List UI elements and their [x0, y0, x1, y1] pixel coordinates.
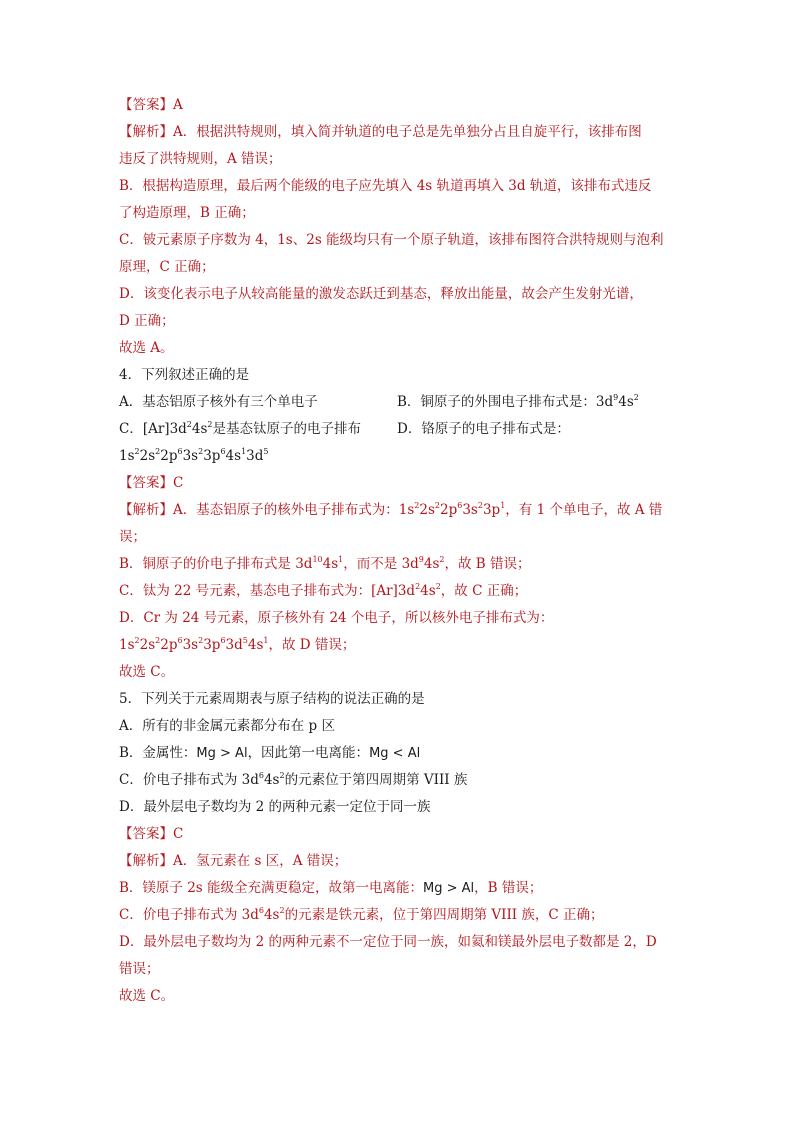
q3-conclusion: 故选 A。 [119, 340, 174, 356]
q3-analysis-line: 违反了洪特规则，A 错误； [119, 151, 282, 167]
q4-conclusion: 故选 C。 [119, 664, 175, 680]
q5-option-b: B．金属性：Mg > Al，因此第一电离能：Mg < Al [119, 745, 421, 761]
q5-option-c: C．价电子排布式为 $3d^64s^2$的元素位于第四周期第 VIII 族 [119, 771, 468, 788]
q5-analysis-c: C．价电子排布式为 $3d^64s^2$的元素是铁元素，位于第四周期第 VIII 族，C 正确； [119, 906, 604, 923]
q4-options-row-2 [119, 416, 679, 443]
electron-configuration: $3d^{10}4s^1$ [295, 555, 344, 572]
q4-option-b: B．铜原子的外围电子排布式是：$3d^94s^2$ [397, 393, 639, 410]
q4-analysis-d: D．Cr 为 24 号元素，原子核外有 24 个电子，所以核外电子排布式为： [119, 610, 554, 626]
q4-option-a: A．基态铝原子核外有三个单电子 [119, 394, 318, 410]
q3-analysis-line: D．该变化表示电子从较高能量的激发态跃迁到基态，释放出能量，故会产生发射光谱， [119, 286, 643, 302]
q5-analysis-b: B．镁原子 2s 能级全充满更稳定，故第一电离能：Mg > Al，B 错误； [119, 880, 543, 896]
q5-analysis-a: 【解析】A．氢元素在 s 区，A 错误； [119, 853, 348, 869]
q5-analysis-d: D．最外层电子数均为 2 的两种元素不一定位于同一族，如氦和镁最外层电子数都是 2，D [119, 934, 657, 950]
q5-stem: 5．下列关于元素周期表与原子结构的说法正确的是 [119, 691, 425, 707]
q4-analysis-b: B．铜原子的价电子排布式是 $3d^{10}4s^1$，而不是 $3d^94s^2$，故 B 错误； [119, 555, 531, 572]
q3-analysis-line: 【解析】A．根据洪特规则，填入简并轨道的电子总是先单独分占且自旋平行，该排布图 [119, 124, 642, 140]
electron-configuration: $3d^94s^2$ [401, 555, 445, 572]
q4-analysis-a: 【解析】A．基态铝原子的核外电子排布式为：$1s^22s^22p^63s^23p^1$，有 1 个单电子，故 A 错 [119, 501, 663, 518]
q4-analysis-c: C．钛为 22 号元素，基态电子排布式为：$[Ar]3d^24s^2$，故 C 正确； [119, 582, 528, 599]
q5-conclusion: 故选 C。 [119, 988, 175, 1004]
q3-answer: 【答案】A [119, 97, 183, 113]
electron-configuration: $1s^22s^22p^63s^23p^63d^54s^1$ [119, 636, 269, 653]
q3-analysis-line: B．根据构造原理，最后两个能级的电子应先填入 4s 轨道再填入 3d 轨道，该排布式违反 [119, 178, 652, 194]
q5-option-a: A．所有的非金属元素都分布在 p 区 [119, 718, 335, 734]
electron-configuration: $1s^22s^22p^63s^23p^64s^13d^5$ [119, 447, 269, 464]
q4-stem: 4．下列叙述正确的是 [119, 367, 250, 383]
q3-analysis-line: 了构造原理，B 正确； [119, 205, 255, 221]
q4-analysis-d-config: $1s^22s^22p^63s^23p^63d^54s^1$，故 D 错误； [119, 636, 356, 653]
q5-answer: 【答案】C [119, 826, 184, 842]
q5-analysis-d-cont: 错误； [119, 961, 160, 977]
q4-analysis-a-cont: 误； [119, 529, 146, 545]
q3-analysis-line: C．铍元素原子序数为 4，1s、2s 能级均只有一个原子轨道，该排布图符合洪特规则与泡利 [119, 232, 664, 248]
q4-option-d: D．铬原子的电子排布式是： [397, 421, 570, 437]
electron-configuration: $3d^24s^2$ [397, 582, 441, 599]
q4-options-row-1 [119, 389, 679, 416]
q4-option-d-config [119, 443, 679, 470]
q4-answer: 【答案】C [119, 475, 184, 491]
q3-analysis-line: D 正确； [119, 313, 175, 329]
document-page [119, 92, 679, 1010]
q4-option-c: C．$[Ar]3d^24s^2$是基态钛原子的电子排布 [119, 420, 362, 437]
electron-configuration: $1s^22s^22p^63s^23p^1$ [398, 501, 506, 518]
q3-analysis-line: 原理，C 正确； [119, 259, 215, 275]
q5-option-d: D．最外层电子数均为 2 的两种元素一定位于同一族 [119, 799, 431, 815]
